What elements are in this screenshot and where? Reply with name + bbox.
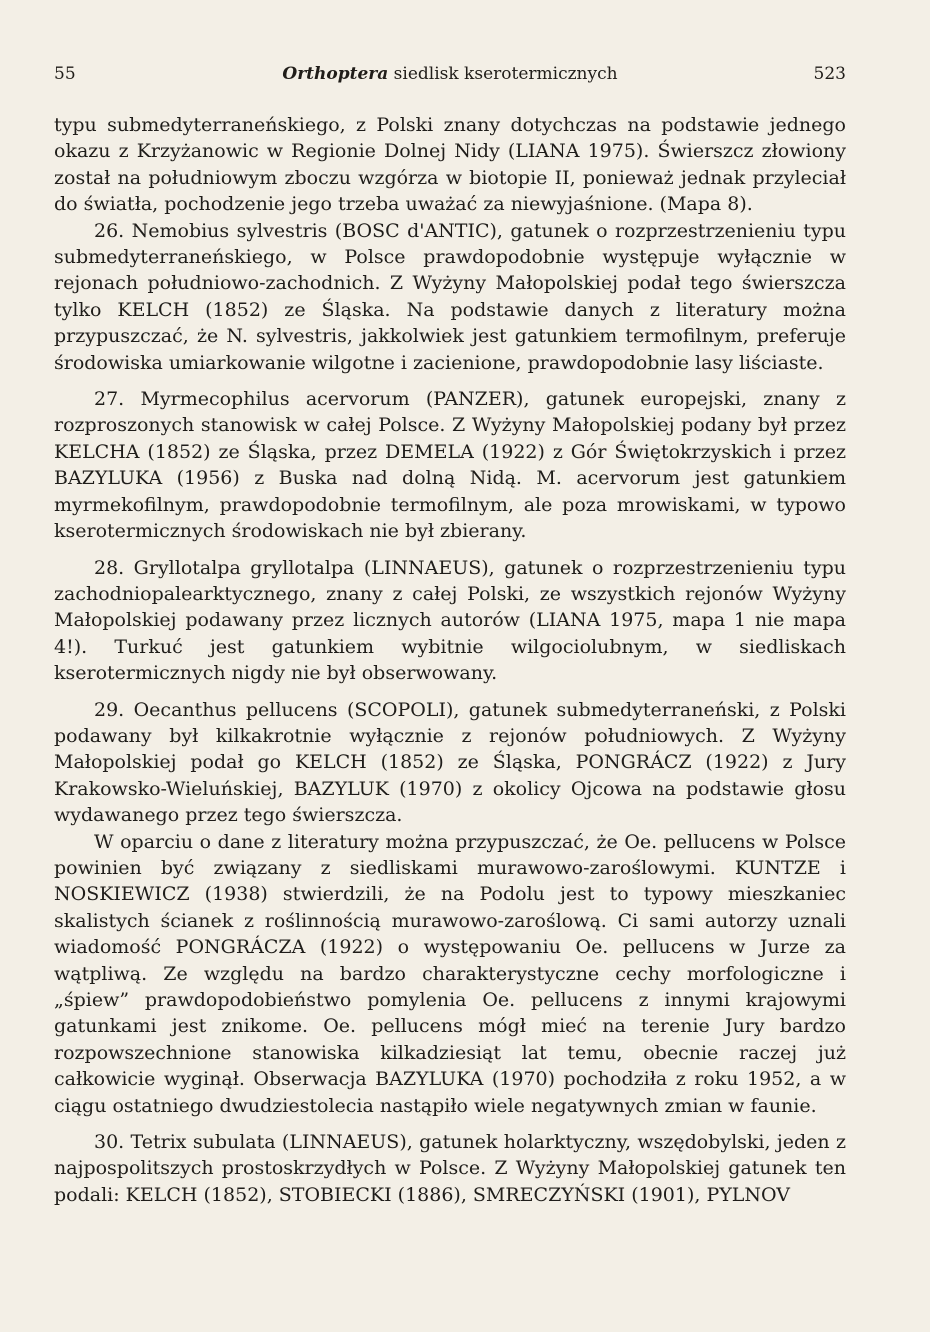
left-page-number: 55 bbox=[54, 64, 76, 84]
right-page-number: 523 bbox=[813, 64, 846, 84]
paragraph-species-28: 28. Gryllotalpa gryllotalpa (LINNAEUS), gatunek o rozprzestrzenieniu typu zachodniopalearktycznego, znany z całej Polski, ze wszystkich rejonów Wyżyny Małopolskiej podawany przez licznych autorów (LIANA 1975, mapa 1 nie mapa 4!). Turkuć jest gatunkiem wybitnie wilgociolubnym, w siedliskach kserotermicznych nigdy nie był obserwowany. bbox=[54, 556, 846, 685]
article-body bbox=[54, 112, 846, 1208]
paragraph-species-30: 30. Tetrix subulata (LINNAEUS), gatunek holarktyczny, wszędobylski, jeden z najpospolitszych prostoskrzydłych w Polsce. Z Wyżyny Małopolskiej gatunek ten podali: KELCH (1852), STOBIECKI (1886), SMRECZYŃSKI (1901), PYLNOV bbox=[54, 1131, 846, 1206]
paragraph-species-29-discussion: W oparciu o dane z literatury można przypuszczać, że Oe. pellucens w Polsce powinien być związany z siedliskami murawowo-zaroślowymi. KUNTZE i NOSKIEWICZ (1938) stwierdzili, że na Podolu jest to typowy mieszkaniec skalistych ścianek z roślinnością murawowo-zaroślową. Ci sami autorzy uznali wiadomość PONGRÁCZA (1922) o występowaniu Oe. pellucens w Jurze za wątpliwą. Ze względu na bardzo charakterystyczne cechy morfologiczne i „śpiew” prawdopodobieństwo pomylenia Oe. pellucens z innymi krajowymi gatunkami jest znikome. Oe. pellucens mógł mieć na terenie Jury bardzo rozpowszechnione stanowiska kilkadziesiąt lat temu, obecnie raczej już całkowicie wyginął. Obserwacja BAZYLUKA (1970) pochodziła z roku 1952, a w ciągu ostatniego dwudziestolecia nastąpiło wiele negatywnych zmian w faunie. bbox=[54, 830, 846, 1117]
running-head bbox=[282, 66, 617, 83]
paragraph-1: typu submedyterraneńskiego, z Polski znany dotychczas na podstawie jednego okazu z Krzyżanowic w Regionie Dolnej Nidy (LIANA 1975). Świerszcz złowiony został na południowym zboczu wzgórza w biotopie II, ponieważ jednak przyleciał do światła, pochodzenie jego trzeba uważać za niewyjaśnione. (Mapa 8). bbox=[54, 114, 846, 216]
page-header bbox=[54, 58, 846, 98]
paragraph-species-27: 27. Myrmecophilus acervorum (PANZER), gatunek europejski, znany z rozproszonych stanowisk w całej Polsce. Z Wyżyny Małopolskiej podany był przez KELCHA (1852) ze Śląska, przez DEMELA (1922) z Gór Świętokrzyskich i przez BAZYLUKA (1956) z Buska nad dolną Nidą. M. acervorum jest gatunkiem myrmekofilnym, prawdopodobnie termofilnym, ale poza mrowiskami, w typowo kserotermicznych środowiskach nie był zbierany. bbox=[54, 388, 846, 543]
paragraph-species-26: 26. Nemobius sylvestris (BOSC d'ANTIC), gatunek o rozprzestrzenieniu typu submedyterraneńskiego, w Polsce prawdopodobnie występuje wyłącznie w rejonach południowo-zachodnich. Z Wyżyny Małopolskiej podał tego świerszcza tylko KELCH (1852) ze Śląska. Na podstawie danych z literatury można przypuszczać, że N. sylvestris, jakkolwiek jest gatunkiem termofilnym, preferuje środowiska umiarkowanie wilgotne i zacienione, prawdopodobnie lasy liściaste. bbox=[54, 219, 846, 374]
running-head-taxon: Orthoptera bbox=[282, 64, 389, 84]
running-head-rest: siedlisk kserotermicznych bbox=[388, 64, 618, 84]
paragraph-species-29: 29. Oecanthus pellucens (SCOPOLI), gatunek submedyterraneński, z Polski podawany był kilkakrotnie wyłącznie z rejonów południowych. Z Wyżyny Małopolskiej podał go KELCH (1852) ze Śląska, PONGRÁCZ (1922) z Jury Krakowsko-Wieluńskiej, BAZYLUK (1970) z okolicy Ojcowa na podstawie głosu wydawanego przez tego świerszcza. bbox=[54, 698, 846, 827]
